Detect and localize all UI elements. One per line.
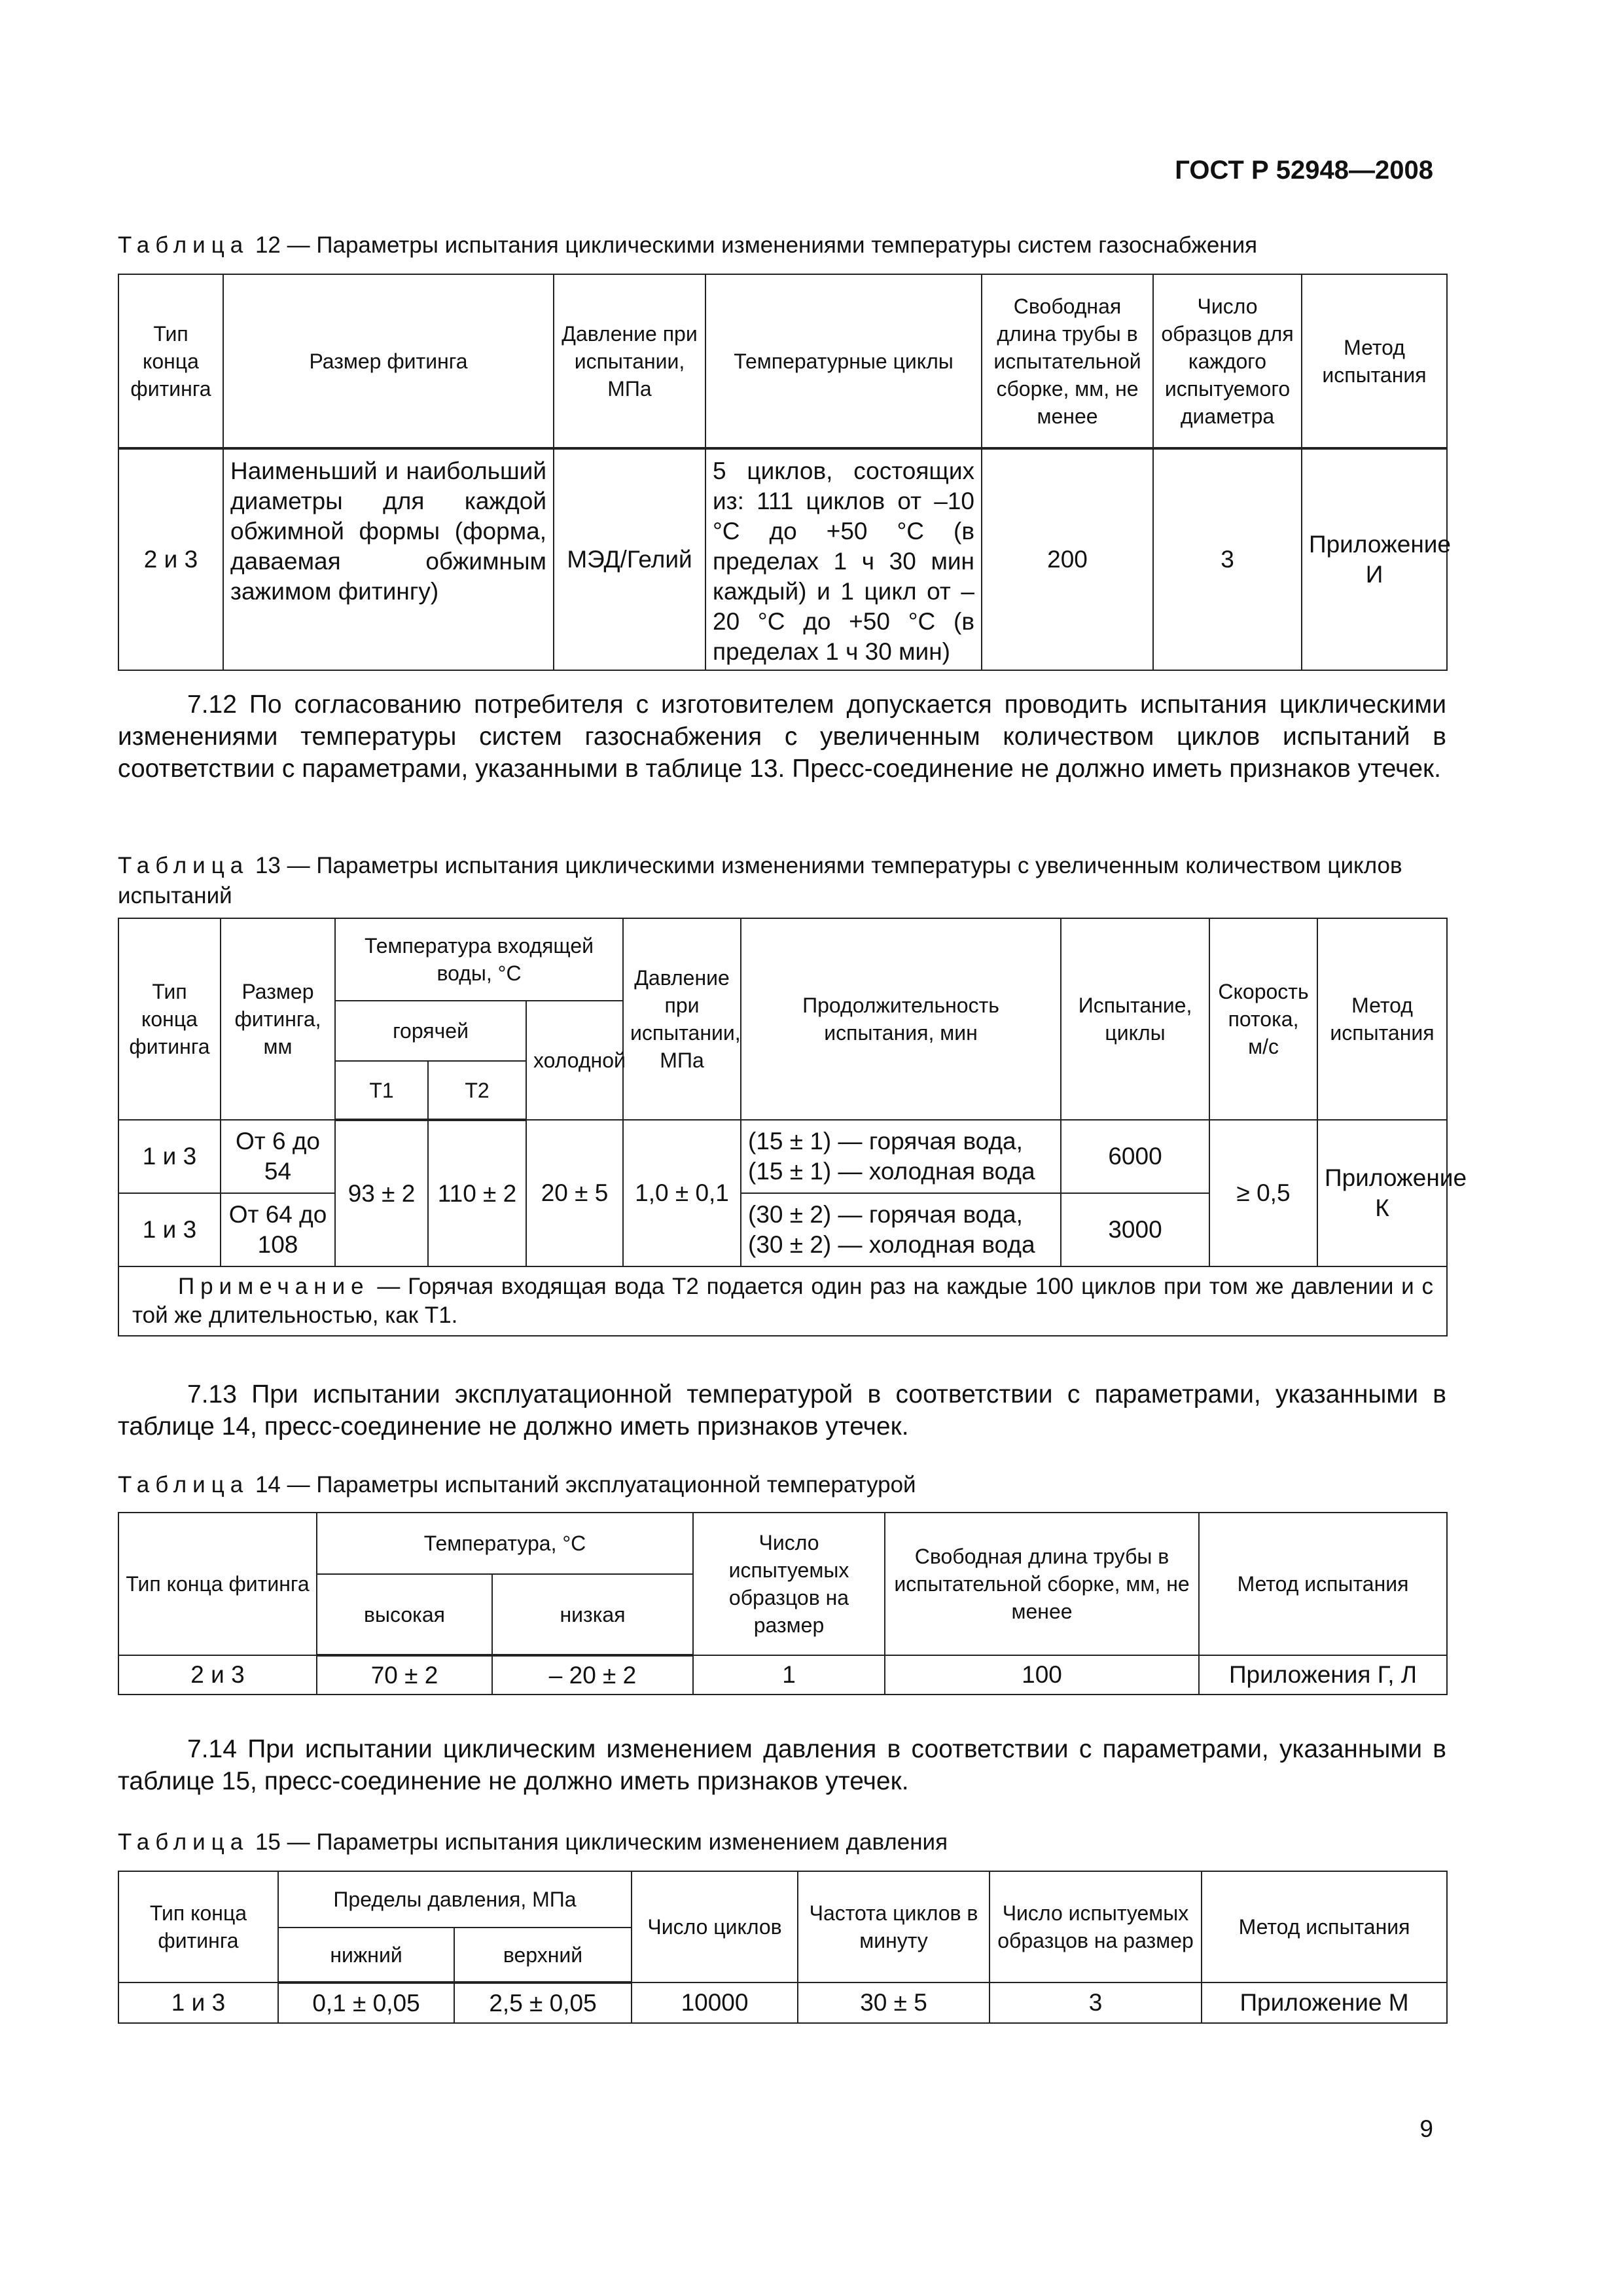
table-15-cell-cycles: 10000 — [632, 1982, 798, 2023]
table-13-header-hot: горячей — [335, 1001, 526, 1061]
table-12 — [118, 274, 1452, 671]
table-13-row-2-type: 1 и 3 — [118, 1193, 221, 1266]
table-15-header-lower: нижний — [278, 1928, 454, 1982]
table-13-row-1-duration-cold: (15 ± 1) — холодная вода — [748, 1158, 1035, 1185]
table-13-row-2-duration-hot: (30 ± 2) — горячая вода, — [748, 1201, 1023, 1228]
table-12-caption-text: 12 — Параметры испытания циклическими изменениями температуры систем газоснабжения — [249, 232, 1258, 258]
table-15-cell-upper: 2,5 ± 0,05 — [454, 1982, 632, 2023]
table-12-cell-method: Приложение И — [1302, 448, 1447, 670]
table-13-caption-label: Таблица — [118, 853, 249, 878]
table-15-header-freq: Частота циклов в минуту — [798, 1871, 990, 1982]
table-14-header-type: Тип конца фитинга — [118, 1513, 317, 1655]
table-row — [118, 1120, 1447, 1193]
table-13-header-cold: холодной — [526, 1001, 623, 1120]
table-13-row-2-size: От 64 до 108 — [221, 1193, 335, 1266]
table-15-cell-freq: 30 ± 5 — [798, 1982, 990, 2023]
table-15-header-type: Тип конца фитинга — [118, 1871, 278, 1982]
paragraph-7-13 — [118, 1378, 1446, 1443]
table-13-cell-t1: 93 ± 2 — [335, 1120, 428, 1266]
paragraph-7-12 — [118, 689, 1446, 785]
table-13-row-2-duration-cold: (30 ± 2) — холодная вода — [748, 1231, 1035, 1258]
table-13-header-temp: Температура входящей воды, °С — [335, 918, 623, 1001]
paragraph-7-12-text: 7.12 По согласованию потребителя с изготовителем допускается проводить испытания циклическими изменениями температуры систем газоснабжения с увеличенным количеством циклов испытаний в соответствии с параметрами, указанными в таблице 13. Пресс-соединение не должно иметь признаков утечек. — [118, 691, 1446, 783]
table-13-row-1-duration-hot: (15 ± 1) — горячая вода, — [748, 1128, 1023, 1155]
table-12-header-size: Размер фитинга — [223, 274, 554, 448]
table-row — [118, 1655, 1447, 1695]
table-12-cell-size: Наименьший и наибольший диаметры для каждой обжимной формы (форма, даваемая обжимным зажимом фитингу) — [223, 448, 554, 670]
table-13-header-speed: Скорость потока, м/с — [1209, 918, 1317, 1120]
table-13-row-2-duration — [741, 1193, 1061, 1266]
table-14-caption-label: Таблица — [118, 1472, 249, 1498]
table-12-cell-cycles: 5 циклов, состоящих из: 111 циклов от –10 °С до +50 °С (в пределах 1 ч 30 мин каждый) и 1 цикл от –20 °С до +50 °С (в пределах 1 ч 30 мин) — [705, 448, 982, 670]
table-14-cell-samples: 1 — [693, 1655, 885, 1695]
table-14-cell-length: 100 — [885, 1655, 1199, 1695]
table-13-cell-speed: ≥ 0,5 — [1209, 1120, 1317, 1266]
table-13-header-t1: Т1 — [335, 1061, 428, 1120]
table-14-header-low: низкая — [492, 1574, 693, 1655]
table-15-cell-samples: 3 — [990, 1982, 1202, 2023]
table-13-row-1-type: 1 и 3 — [118, 1120, 221, 1193]
table-13-header-t2: Т2 — [428, 1061, 526, 1120]
document-code: ГОСТ Р 52948—2008 — [1175, 156, 1433, 185]
table-13-row-1-size: От 6 до 54 — [221, 1120, 335, 1193]
table-13-header-size: Размер фитинга, мм — [221, 918, 335, 1120]
table-14-cell-type: 2 и 3 — [118, 1655, 317, 1695]
table-15-header-cycles: Число циклов — [632, 1871, 798, 1982]
table-15-header-upper: верхний — [454, 1928, 632, 1982]
page-number: 9 — [1419, 2115, 1433, 2142]
table-14 — [118, 1512, 1448, 1695]
table-13 — [118, 918, 1467, 1336]
table-13-row-2-cycles: 3000 — [1061, 1193, 1209, 1266]
table-row — [118, 1982, 1447, 2023]
table-15-header-limits: Пределы давления, МПа — [278, 1871, 632, 1928]
table-13-row-1-duration — [741, 1120, 1061, 1193]
table-15-caption — [118, 1827, 1446, 1857]
table-14-header-high: высокая — [317, 1574, 492, 1655]
table-13-header-duration: Продолжительность испытания, мин — [741, 918, 1061, 1120]
table-15-cell-method: Приложение М — [1202, 1982, 1447, 2023]
table-12-header-samples: Число образцов для каждого испытуемого диаметра — [1153, 274, 1302, 448]
table-14-caption-text: 14 — Параметры испытаний эксплуатационной температурой — [249, 1472, 916, 1498]
table-15 — [118, 1871, 1448, 2024]
table-row — [118, 448, 1447, 670]
table-12-header-cycles: Температурные циклы — [705, 274, 982, 448]
table-12-header-length: Свободная длина трубы в испытательной сборке, мм, не менее — [982, 274, 1153, 448]
table-13-note-text: — Горячая входящая вода Т2 подается один раз на каждые 100 циклов при том же давлении и с той же длительностью, как Т1. — [132, 1274, 1434, 1328]
paragraph-7-13-text: 7.13 При испытании эксплуатационной температурой в соответствии с параметрами, указанными в таблице 14, пресс-соединение не должно иметь признаков утечек. — [118, 1380, 1446, 1441]
table-12-header-pressure: Давление при испытании, МПа — [554, 274, 705, 448]
table-13-note-label: Примечание — [178, 1274, 370, 1299]
table-12-cell-length: 200 — [982, 448, 1153, 670]
table-12-header-method: Метод испытания — [1302, 274, 1447, 448]
table-15-cell-lower: 0,1 ± 0,05 — [278, 1982, 454, 2023]
table-13-header-method: Метод испытания — [1317, 918, 1447, 1120]
table-13-caption-text: 13 — Параметры испытания циклическими изменениями температуры с увеличенным количеством циклов испытаний — [118, 853, 1402, 908]
paragraph-7-14 — [118, 1733, 1446, 1797]
table-14-header-samples: Число испытуемых образцов на размер — [693, 1513, 885, 1655]
table-12-cell-type: 2 и 3 — [118, 448, 223, 670]
table-14-cell-high: 70 ± 2 — [317, 1655, 492, 1695]
table-15-header-method: Метод испытания — [1202, 1871, 1447, 1982]
table-13-caption — [118, 851, 1446, 911]
table-14-header-length: Свободная длина трубы в испытательной сборке, мм, не менее — [885, 1513, 1199, 1655]
table-13-row-1-cycles: 6000 — [1061, 1120, 1209, 1193]
table-14-cell-method: Приложения Г, Л — [1199, 1655, 1447, 1695]
table-note-row — [118, 1266, 1447, 1336]
table-13-cell-cold: 20 ± 5 — [526, 1120, 623, 1266]
table-13-header-pressure: Давление при испытании, МПа — [623, 918, 741, 1120]
table-12-caption-label: Таблица — [118, 232, 249, 258]
table-12-caption — [118, 230, 1446, 260]
table-14-caption — [118, 1470, 1446, 1500]
table-15-caption-label: Таблица — [118, 1829, 249, 1855]
table-13-note — [118, 1266, 1447, 1336]
table-15-header-samples: Число испытуемых образцов на размер — [990, 1871, 1202, 1982]
table-13-cell-method: Приложение К — [1317, 1120, 1447, 1266]
table-12-cell-samples: 3 — [1153, 448, 1302, 670]
table-13-header-type: Тип конца фитинга — [118, 918, 221, 1120]
table-13-header-test: Испытание, циклы — [1061, 918, 1209, 1120]
table-14-header-temp: Температура, °С — [317, 1513, 693, 1574]
table-15-cell-type: 1 и 3 — [118, 1982, 278, 2023]
table-12-header-type: Тип конца фитинга — [118, 274, 223, 448]
table-13-cell-t2: 110 ± 2 — [428, 1120, 526, 1266]
table-12-cell-pressure: МЭД/Гелий — [554, 448, 705, 670]
table-13-cell-pressure: 1,0 ± 0,1 — [623, 1120, 741, 1266]
paragraph-7-14-text: 7.14 При испытании циклическим изменением давления в соответствии с параметрами, указанными в таблице 15, пресс-соединение не должно иметь признаков утечек. — [118, 1735, 1446, 1795]
table-14-header-method: Метод испытания — [1199, 1513, 1447, 1655]
table-14-cell-low: – 20 ± 2 — [492, 1655, 693, 1695]
table-15-caption-text: 15 — Параметры испытания циклическим изменением давления — [249, 1829, 948, 1855]
